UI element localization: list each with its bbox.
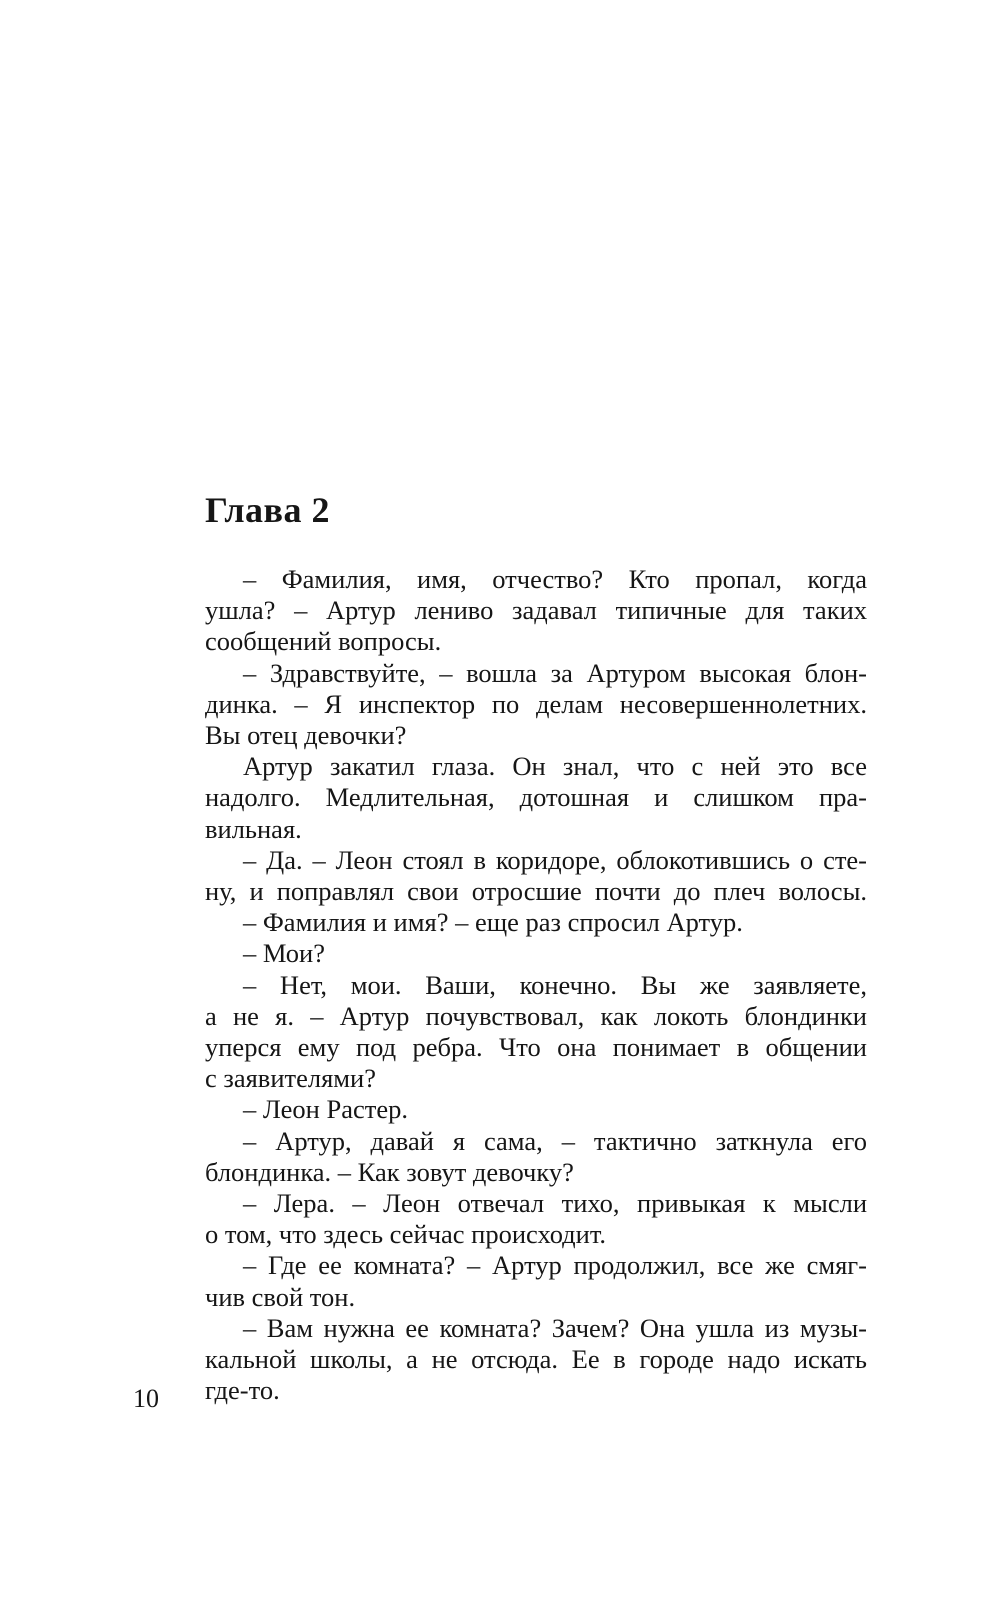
- text-line: сообщений вопросы.: [205, 626, 442, 657]
- text-line: – Здравствуйте, – вошла за Артуром высокая блон-: [243, 657, 867, 688]
- text-line: – Да. – Леон стоял в коридоре, облокотившись о сте-: [243, 844, 867, 875]
- text-line: – Вам нужна ее комната? Зачем? Она ушла из музы-: [243, 1312, 867, 1343]
- text-line: надолго. Медлительная, дотошная и слишком пра-: [205, 782, 867, 813]
- paragraph: [205, 1126, 867, 1188]
- text-line: где-то.: [205, 1375, 280, 1406]
- text-line: – Фамилия, имя, отчество? Кто пропал, когда: [243, 564, 867, 594]
- paragraph: [205, 845, 867, 907]
- text-line: динка. – Я инспектор по делам несовершеннолетних.: [205, 688, 867, 719]
- text-line: – Мои?: [243, 938, 325, 969]
- text-line: – Артур, давай я сама, – тактично заткнула его: [243, 1125, 867, 1156]
- text-line: кальной школы, а не отсюда. Ее в городе надо искать: [205, 1344, 867, 1375]
- text-line: – Нет, мои. Ваши, конечно. Вы же заявляете,: [243, 969, 867, 1000]
- text-line: о том, что здесь сейчас происходит.: [205, 1219, 607, 1250]
- paragraph: [205, 970, 867, 1095]
- paragraph: [205, 938, 867, 969]
- text-line: уперся ему под ребра. Что она понимает в общении: [205, 1032, 867, 1063]
- text-line: а не я. – Артур почувствовал, как локоть блондинки: [205, 1000, 867, 1031]
- paragraph: [205, 1250, 867, 1312]
- paragraph: [205, 1188, 867, 1250]
- text-line: – Где ее комната? – Артур продолжил, все же смяг-: [243, 1250, 867, 1281]
- page-number: 10: [133, 1384, 159, 1413]
- text-line: – Фамилия и имя? – еще раз спросил Артур.: [243, 907, 743, 938]
- body-text: [205, 564, 867, 1406]
- paragraph: [205, 564, 867, 658]
- text-line: Вы отец девочки?: [205, 720, 407, 751]
- text-line: чив свой тон.: [205, 1281, 356, 1312]
- paragraph: [205, 1094, 867, 1125]
- text-line: – Леон Растер.: [243, 1094, 408, 1125]
- text-line: – Лера. – Леон отвечал тихо, привыкая к мысли: [243, 1188, 867, 1219]
- text-line: ушла? – Артур лениво задавал типичные для таких: [205, 595, 867, 626]
- text-line: Артур закатил глаза. Он знал, что с ней это все: [243, 751, 867, 782]
- text-line: с заявителями?: [205, 1063, 376, 1094]
- text-line: ну, и поправлял свои отросшие почти до плеч волосы.: [205, 876, 867, 907]
- text-line: вильная.: [205, 813, 302, 844]
- paragraph: [205, 751, 867, 845]
- chapter-title: Глава 2: [205, 490, 330, 530]
- paragraph: [205, 907, 867, 938]
- paragraph: [205, 1313, 867, 1407]
- text-line: блондинка. – Как зовут девочку?: [205, 1156, 574, 1187]
- paragraph: [205, 658, 867, 752]
